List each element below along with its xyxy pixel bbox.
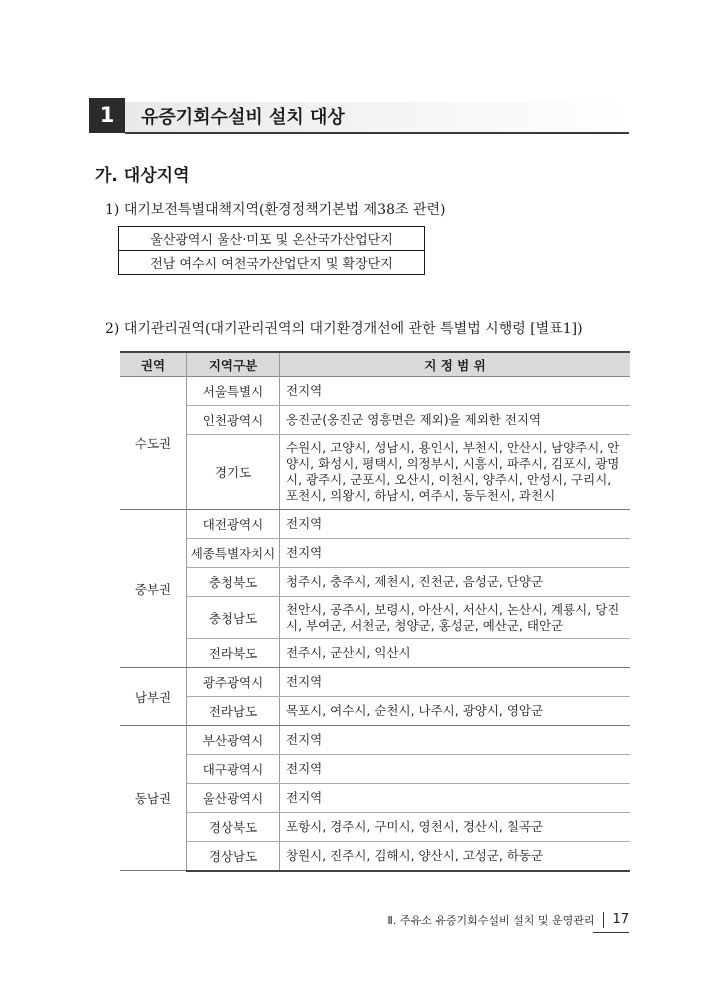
subsection-title: 가. 대상지역	[95, 166, 190, 186]
scope-cell: 청주시, 충주시, 제천시, 진천군, 음성군, 단양군	[280, 568, 631, 597]
group-name: 동남권	[120, 726, 187, 871]
header-region: 권역	[120, 352, 187, 377]
area-cell: 대전광역시	[187, 510, 280, 539]
table-row	[120, 755, 630, 784]
group-name: 수도권	[120, 377, 187, 510]
area-cell: 충청북도	[187, 568, 280, 597]
scope-cell: 전지역	[280, 784, 631, 813]
scope-cell: 전지역	[280, 510, 631, 539]
table-row	[120, 435, 630, 510]
scope-cell: 포항시, 경주시, 구미시, 영천시, 경산시, 칠곡군	[280, 813, 631, 842]
area-cell: 대구광역시	[187, 755, 280, 784]
area-cell: 충청남도	[187, 597, 280, 639]
table-row	[119, 227, 425, 251]
table-row	[119, 251, 425, 275]
area-cell: 인천광역시	[187, 406, 280, 435]
footer-chapter-text: Ⅱ. 주유소 유증기회수설비 설치 및 운영관리	[387, 914, 595, 927]
group-name: 남부권	[120, 668, 187, 726]
table-row	[120, 697, 630, 726]
table-row	[120, 842, 630, 871]
group-name: 중부권	[120, 510, 187, 668]
table-row	[120, 813, 630, 842]
table-row	[120, 726, 630, 755]
page-footer	[387, 912, 629, 928]
scope-cell: 창원시, 진주시, 김해시, 양산시, 고성군, 하동군	[280, 842, 631, 871]
area-cell: 울산광역시	[187, 784, 280, 813]
section-underline	[125, 132, 629, 134]
item1-heading: 1) 대기보전특별대책지역(환경정책기본법 제38조 관련)	[105, 202, 446, 218]
table-row	[120, 597, 630, 639]
table-row	[120, 639, 630, 668]
scope-cell: 전지역	[280, 539, 631, 568]
table-row	[120, 668, 630, 697]
table-row	[120, 406, 630, 435]
section-header	[89, 98, 629, 134]
scope-cell: 전지역	[280, 377, 631, 406]
section-title: 유증기회수설비 설치 대상	[141, 107, 345, 128]
area-cell: 서울특별시	[187, 377, 280, 406]
footer-underline	[593, 932, 629, 933]
special-zone-table	[118, 226, 425, 275]
page-number: 17	[603, 912, 629, 928]
table-row	[120, 784, 630, 813]
scope-cell: 목포시, 여수시, 순천시, 나주시, 광양시, 영암군	[280, 697, 631, 726]
item2-heading: 2) 대기관리권역(대기관리권역의 대기환경개선에 관한 특별법 시행령 [별표1])	[105, 321, 583, 337]
area-cell: 세종특별자치시	[187, 539, 280, 568]
special-zone-cell: 전남 여수시 여천국가산업단지 및 확장단지	[119, 251, 425, 275]
area-cell: 부산광역시	[187, 726, 280, 755]
table-row	[120, 539, 630, 568]
scope-cell: 전지역	[280, 668, 631, 697]
scope-cell: 전지역	[280, 755, 631, 784]
scope-cell: 옹진군(옹진군 영흥면은 제외)을 제외한 전지역	[280, 406, 631, 435]
table-row	[120, 568, 630, 597]
section-number: 1	[89, 98, 125, 133]
area-cell: 전라북도	[187, 639, 280, 668]
header-area: 지역구분	[187, 352, 280, 377]
table-row	[120, 510, 630, 539]
area-cell: 경기도	[187, 435, 280, 510]
area-cell: 경상남도	[187, 842, 280, 871]
area-cell: 광주광역시	[187, 668, 280, 697]
scope-cell: 천안시, 공주시, 보령시, 아산시, 서산시, 논산시, 계룡시, 당진시, 부여군, 서천군, 청양군, 홍성군, 예산군, 태안군	[280, 597, 631, 639]
area-cell: 전라남도	[187, 697, 280, 726]
header-scope: 지 정 범 위	[280, 352, 631, 377]
scope-cell: 수원시, 고양시, 성남시, 용인시, 부천시, 안산시, 남양주시, 안양시, 화성시, 평택시, 의정부시, 시흥시, 파주시, 김포시, 광명시, 광주시, 군포시, 오산시, 이천시, 양주시, 안성시, 구리시, 포천시, 의왕시, 하남시, 여주시, 동두천시, 과천시	[280, 435, 631, 510]
scope-cell: 전지역	[280, 726, 631, 755]
table-row	[120, 377, 630, 406]
scope-cell: 전주시, 군산시, 익산시	[280, 639, 631, 668]
area-cell: 경상북도	[187, 813, 280, 842]
table-header-row	[120, 352, 630, 377]
special-zone-cell: 울산광역시 울산·미포 및 온산국가산업단지	[119, 227, 425, 251]
management-region-table	[120, 351, 630, 872]
